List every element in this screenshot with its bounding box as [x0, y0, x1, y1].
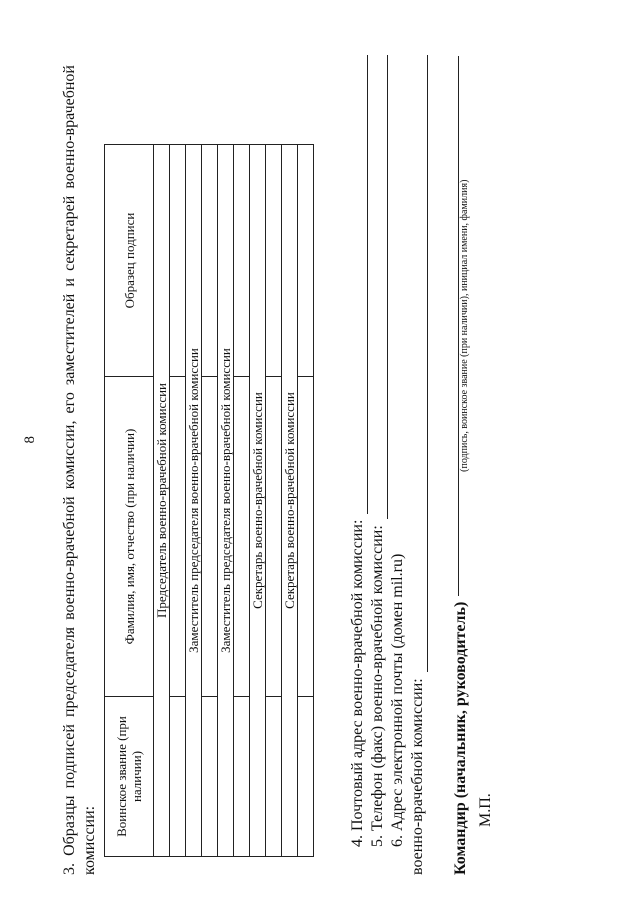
header-full-name: Фамилия, имя, отчество (при наличии)	[105, 377, 154, 697]
header-signature: Образец подписи	[105, 145, 154, 377]
role-deputy-2: Заместитель председателя военно-врачебной комиссии	[218, 145, 234, 857]
commander-block	[444, 55, 471, 875]
email-label-line2: военно-врачебной комиссии:	[409, 678, 426, 875]
document-body	[60, 55, 560, 875]
section-3-heading: 3. Образцы подписей председателя военно-врачебной комиссии, его заместителей и секретарей военно-врачебной комиссии:	[61, 65, 98, 875]
table-row	[266, 145, 282, 857]
commander-signature-caption: (подпись, воинское звание (при наличии), инициал имени, фамилия)	[459, 179, 470, 472]
postal-address-field[interactable]	[352, 55, 368, 514]
table-row	[202, 145, 218, 857]
commander-signature-field[interactable]	[444, 56, 459, 596]
role-chairman: Председатель военно-врачебной комиссии	[154, 145, 170, 857]
table-row	[282, 145, 298, 857]
table-row	[250, 145, 266, 857]
page-number: 8	[22, 436, 38, 444]
email-field[interactable]	[412, 55, 428, 672]
role-deputy-1: Заместитель председателя военно-врачебной комиссии	[186, 145, 202, 857]
commander-label: Командир (начальник, руководитель)	[452, 601, 469, 875]
phone-field[interactable]	[372, 55, 388, 519]
phone-label: 5. Телефон (факс) военно-врачебной комиссии:	[369, 525, 386, 847]
signature-samples-table	[104, 144, 314, 857]
postal-address-label: 4. Почтовый адрес военно-врачебной комиссии:	[349, 519, 366, 847]
stamp-place: М.П.	[477, 793, 494, 827]
role-secretary-2: Секретарь военно-врачебной комиссии	[282, 145, 298, 857]
commander-signature-area	[444, 56, 471, 596]
table-row	[298, 145, 314, 857]
table-row	[170, 145, 186, 857]
table-row	[234, 145, 250, 857]
header-rank: Воинское звание (при наличии)	[105, 697, 154, 857]
postal-address-line	[348, 55, 368, 875]
email-line	[408, 55, 428, 875]
table-header-row	[105, 145, 154, 857]
table-row	[186, 145, 202, 857]
role-secretary-1: Секретарь военно-врачебной комиссии	[250, 145, 266, 857]
phone-line	[368, 55, 388, 875]
table-row	[218, 145, 234, 857]
contacts-section	[348, 55, 428, 875]
email-label-line1: 6. Адрес электронной почты (домен mil.ru)	[389, 553, 406, 847]
table-row	[154, 145, 170, 857]
